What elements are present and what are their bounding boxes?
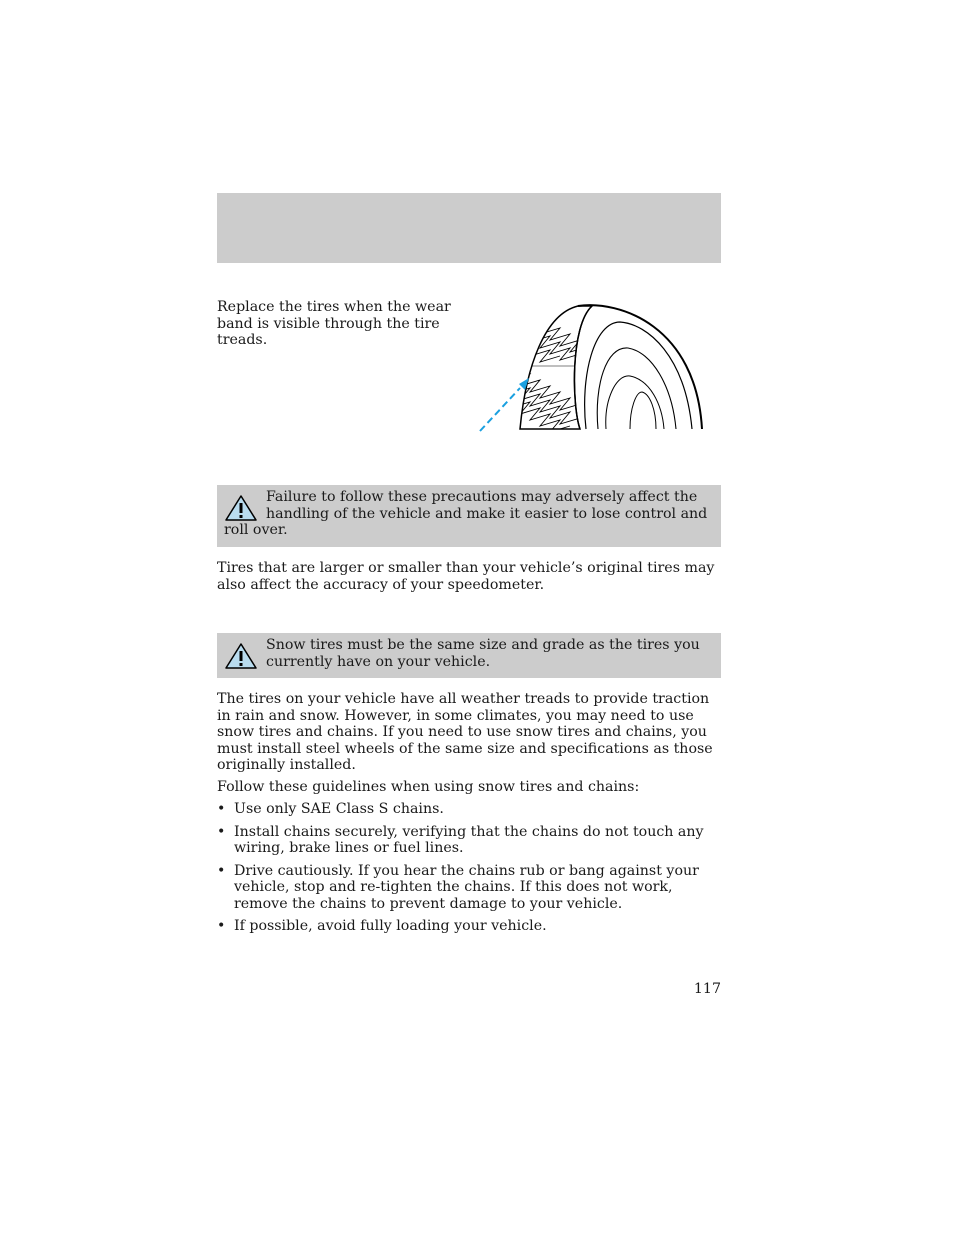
warning-box-precautions xyxy=(217,485,721,547)
guidelines-intro: Follow these guidelines when using snow tires and chains: xyxy=(217,779,640,795)
intro-text: Replace the tires when the wear band is visible through the tire treads. xyxy=(217,299,451,348)
list-item: • Use only SAE Class S chains. xyxy=(217,801,444,817)
tire-size-paragraph: Tires that are larger or smaller than your vehicle’s original tires may also affect the accuracy of your speedometer. xyxy=(217,560,715,593)
warning-text: Failure to follow these precautions may adversely affect the handling of the vehicle and make it easier to lose control and roll over. xyxy=(224,489,708,538)
bullet-icon: • xyxy=(217,918,226,934)
list-item: • If possible, avoid fully loading your vehicle. xyxy=(217,918,547,934)
warning-triangle-icon xyxy=(224,642,258,670)
list-item: • Drive cautiously. If you hear the chains rub or bang against your vehicle, stop and re-tighten the chains. If this does not work, remove the chains to prevent damage to your vehicle. xyxy=(217,862,699,912)
warning-box-snow-tires xyxy=(217,633,721,678)
bullet-icon: • xyxy=(217,823,226,840)
list-item: • Install chains securely, verifying that the chains do not touch any wiring, brake lines or fuel lines. xyxy=(217,823,704,856)
warning-text: Snow tires must be the same size and grade as the tires you currently have on your vehicle. xyxy=(266,637,700,670)
wear-indicator-arrow xyxy=(480,388,520,431)
bullet-icon: • xyxy=(217,801,226,817)
tire-wear-illustration xyxy=(470,296,720,436)
page-number: 117 xyxy=(693,981,721,997)
all-weather-paragraph: The tires on your vehicle have all weather treads to provide traction in rain and snow. However, in some climates, you may need to use snow tires and chains. If you need to use snow tires and chains, you must install steel wheels of the same size and specifications as those originally installed. xyxy=(217,691,713,773)
guidelines-list xyxy=(217,801,721,941)
bullet-icon: • xyxy=(217,862,226,879)
tire-sidewall xyxy=(578,305,702,429)
section-header-band xyxy=(217,193,721,263)
warning-triangle-icon xyxy=(224,494,258,522)
